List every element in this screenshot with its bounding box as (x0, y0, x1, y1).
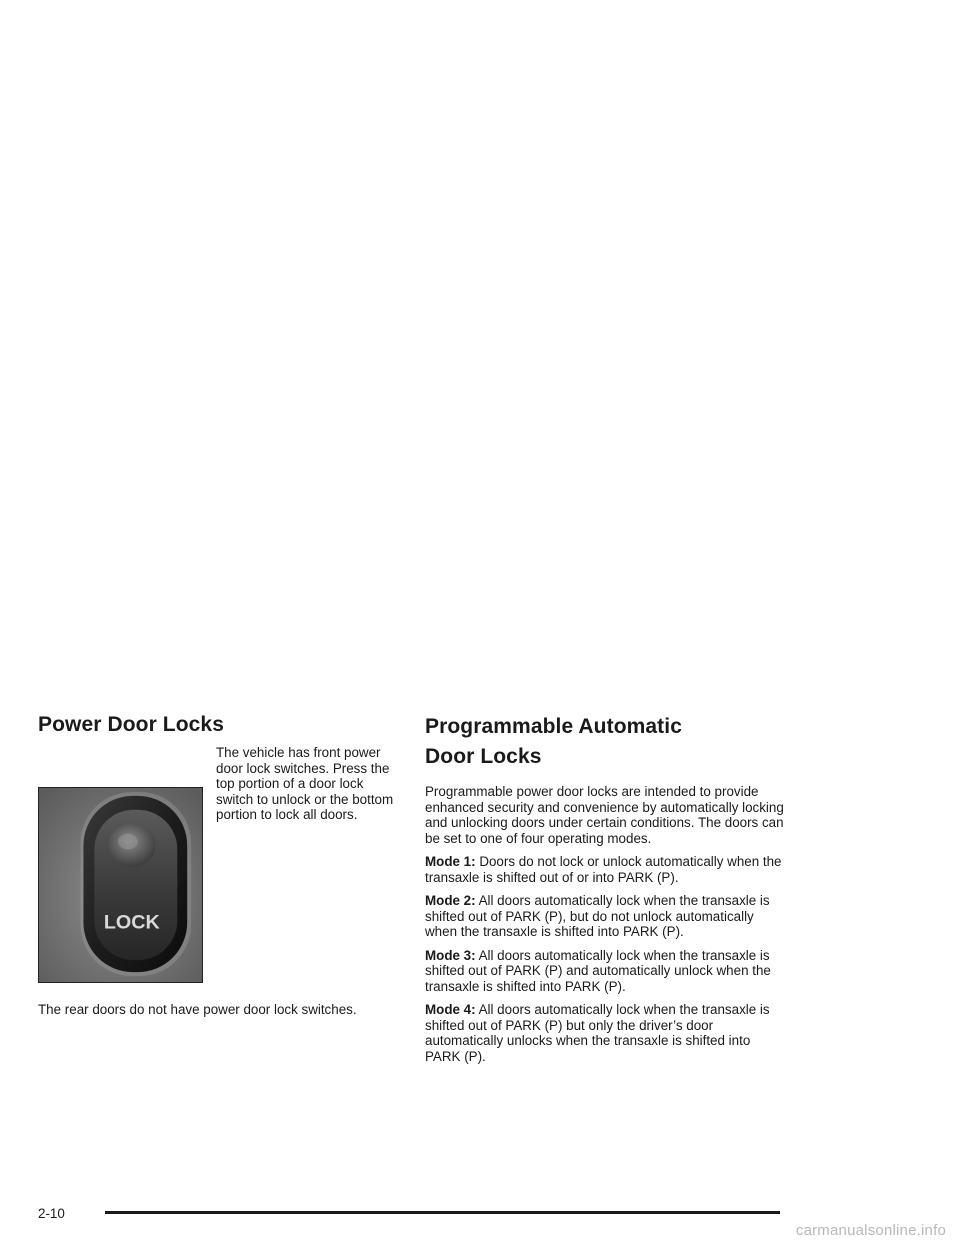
mode-3-paragraph (425, 948, 785, 995)
left-column (38, 712, 394, 1018)
mode-text: All doors automatically lock when the transaxle is shifted out of PARK (P) but only the driver’s door automatically unlocks when the transaxle is shifted into PARK (P). (425, 1002, 770, 1064)
mode-text: All doors automatically lock when the transaxle is shifted out of PARK (P) and automatically unlock when the transaxle is shifted into PARK (P). (425, 947, 771, 994)
heading-line-2: Door Locks (425, 745, 542, 768)
section-heading-programmable-locks (425, 712, 785, 772)
right-column (425, 712, 785, 1064)
section-heading-power-door-locks: Power Door Locks (38, 713, 224, 736)
mode-text: All doors automatically lock when the transaxle is shifted out of PARK (P), but do not unlock automatically when the transaxle is shifted into PARK (P). (425, 893, 770, 939)
mode-label: Mode 3: (425, 947, 476, 963)
intro-text: The vehicle has front power door lock switches. Press the top portion of a door lock switch to unlock or the bottom portion to lock all doors. (216, 745, 394, 823)
mode-label: Mode 2: (425, 893, 476, 908)
lock-switch-photo (38, 787, 203, 983)
mode-text: Doors do not lock or unlock automatically when the transaxle is shifted out of or into PARK (P). (425, 854, 782, 885)
footer-rule (105, 1211, 780, 1214)
page-number: 2-10 (38, 1206, 65, 1221)
mode-4-paragraph (425, 1002, 785, 1064)
heading-line-1: Programmable Automatic (425, 715, 682, 738)
intro-block (38, 745, 394, 985)
mode-1-paragraph (425, 854, 785, 885)
watermark: carmanualsonline.info (795, 1222, 946, 1239)
rear-doors-note: The rear doors do not have power door lock switches. (38, 1002, 357, 1018)
lock-switch-illustration (39, 788, 202, 982)
mode-label: Mode 1: (425, 854, 476, 869)
mode-label: Mode 4: (425, 1002, 476, 1017)
photo-lock-label: LOCK (103, 911, 160, 934)
programmable-intro: Programmable power door locks are intended to provide enhanced security and convenience by automatically locking and unlocking doors under certain conditions. The doors can be set to one of four operating modes. (425, 784, 784, 846)
mode-2-paragraph (425, 893, 785, 940)
